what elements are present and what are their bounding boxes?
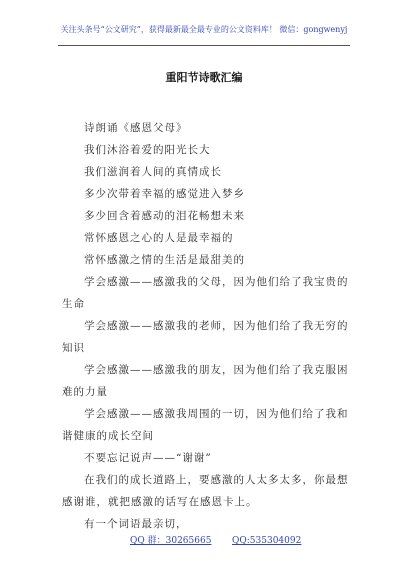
header-divider xyxy=(58,45,350,46)
text-line: 知识 xyxy=(62,342,85,354)
text-line: 常怀感恩之心的人是最幸福的 xyxy=(84,232,234,244)
text-line: 诗朗诵《感恩父母》 xyxy=(84,122,188,134)
document-title: 重阳节诗歌汇编 xyxy=(165,71,243,84)
text-line: 有一个词语最亲切， xyxy=(84,518,188,530)
page-footer xyxy=(0,534,408,548)
text-line: 难的力量 xyxy=(62,386,108,398)
footer-qq-group[interactable]: QQ 群：30265665 xyxy=(130,536,212,546)
text-line: 多少次带着幸福的感觉进入梦乡 xyxy=(84,188,245,200)
text-line: 学会感激——感激我的朋友，因为他们给了我克服困 xyxy=(84,364,349,376)
text-line: 学会感激——感激我周围的一切，因为他们给了我和 xyxy=(84,408,349,420)
text-line: 学会感激——感激我的父母，因为他们给了我宝贵的 xyxy=(84,276,349,288)
text-line: 我们沐浴着爱的阳光长大 xyxy=(84,144,211,156)
footer-qq[interactable]: QQ:535304092 xyxy=(232,536,302,546)
text-line: 在我们的成长道路上，要感激的人太多太多，你最想 xyxy=(84,474,349,486)
header-notice: 关注头条号“公文研究”，获得最新最全最专业的公文资料库！ 微信：gongwenyj xyxy=(60,25,348,34)
text-line: 谐健康的成长空间 xyxy=(62,430,154,442)
text-line: 我们滋润着人间的真情成长 xyxy=(84,166,222,178)
text-line: 生命 xyxy=(62,298,85,310)
document-body xyxy=(0,117,408,535)
text-line: 常怀感激之情的生活是最甜美的 xyxy=(84,254,245,266)
text-line: 多少回含着感动的泪花畅想未来 xyxy=(84,210,245,222)
text-line: 感谢谁，就把感激的话写在感恩卡上。 xyxy=(62,496,258,508)
text-line: 不要忘记说声——“谢谢” xyxy=(84,452,212,464)
text-line: 学会感激——感激我的老师，因为他们给了我无穷的 xyxy=(84,320,349,332)
